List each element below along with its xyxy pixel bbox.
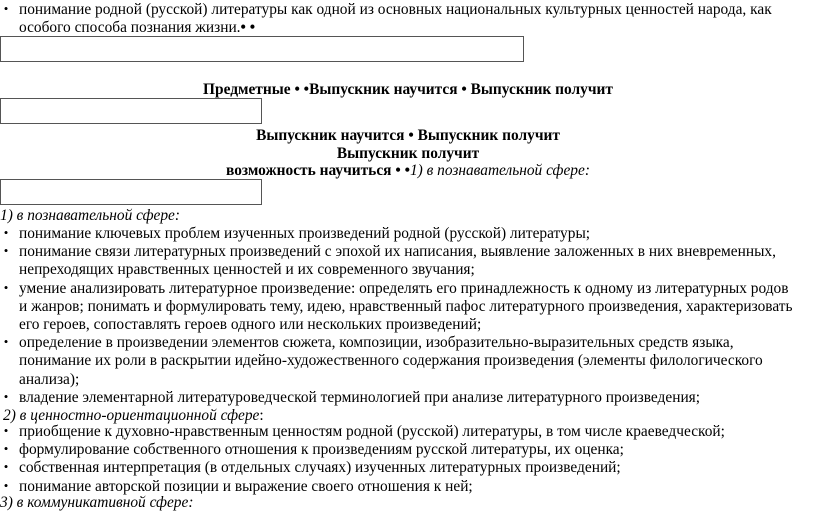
bullet-icon: • [3, 225, 9, 240]
heading1-dot1: • [294, 81, 300, 98]
heading4-a: возможность научиться [226, 162, 396, 179]
list-item: формулирование собственного отношения к произведениям русской литературы, их оценка; [19, 441, 624, 459]
section1-title-text: 1) в познавательной сфере: [0, 207, 180, 224]
heading1-c: Выпускник получит [466, 81, 613, 98]
intro-dots: • • [240, 19, 256, 36]
bullet-icon: • [3, 279, 9, 295]
heading3: Выпускник получит [336, 145, 480, 162]
list-item: понимание авторской позиции и выражение своего отношения к ней; [19, 477, 473, 495]
list-item: анализа); [19, 370, 80, 388]
intro-text: особого способа познания жизни. [19, 19, 241, 36]
list-item: определение в произведении элементов сюжета, композиции, изобразительно-выразительных средств языка, [19, 334, 734, 352]
list-item: понимание ключевых проблем изученных произведений родной (русской) литературы; [19, 225, 591, 242]
list-item: понимание связи литературных произведений с эпохой их написания, выявление заложенных в них вневременных, [19, 243, 776, 261]
bullet-icon: • [3, 243, 9, 259]
intro-line-2 [19, 19, 255, 37]
intro-line-1: понимание родной (русской) литературы как одной из основных национальных культурных ценностей народа, как [19, 1, 772, 18]
bullet-icon: • [3, 423, 9, 438]
list-item: владение элементарной литературоведческой терминологией при анализе литературного произведения; [19, 388, 701, 406]
heading1-a: Предметные [203, 81, 295, 98]
list-item: понимание их роли в раскрытии идейно-художественного содержания произведения (элементы филологического [19, 352, 763, 370]
bullet-icon: • [3, 334, 9, 350]
section3-title-text: 3) в коммуникативной сфере: [0, 494, 194, 511]
list-item: собственная интерпретация (в отдельных случаях) изученных литературных произведений; [19, 459, 621, 477]
heading-subject-results [0, 81, 816, 99]
heading4-b: 1) в познавательной сфере: [409, 162, 590, 179]
list-item: приобщение к духовно-нравственным ценностям родной (русской) литературы, в том числе краеведческой; [19, 423, 725, 440]
empty-frame-2 [0, 98, 262, 124]
heading1-b: Выпускник научится [309, 81, 462, 98]
heading1-dot2: • [299, 81, 310, 98]
list-item: непреходящих нравственных ценностей и их современного звучания; [19, 261, 475, 279]
bullet-icon: • [3, 388, 9, 404]
bullet-icon: • [3, 459, 9, 475]
bullet-icon: • [3, 477, 9, 493]
bullet-icon: • [3, 1, 9, 16]
heading2-b: Выпускник получит [413, 127, 560, 144]
heading-opportunity [0, 162, 816, 180]
list-item: его героев, сопоставлять героев одного или нескольких произведений; [19, 316, 482, 333]
section1-title [0, 207, 180, 225]
heading4-dots: • • [395, 162, 410, 179]
empty-frame-3 [0, 179, 262, 205]
heading2-dot: • [408, 127, 414, 144]
section2-title-text: 2) в ценностно-ориентационной сфере [3, 407, 260, 424]
heading-graduate [0, 127, 816, 145]
list-item: и жанров; понимать и формулировать тему, идею, нравственный пафос литературного произведения, характеризовать [19, 297, 793, 315]
bullet-icon: • [3, 441, 9, 457]
heading-graduate-gets [0, 145, 816, 163]
heading1-dot3: • [461, 81, 467, 98]
list-item: умение анализировать литературное произведение: определять его принадлежность к одному из литературных родов [19, 279, 789, 297]
empty-frame-1 [0, 36, 524, 62]
section3-title [0, 494, 193, 512]
heading2-a: Выпускник научится [256, 127, 409, 144]
section2-colon: : [259, 407, 264, 424]
